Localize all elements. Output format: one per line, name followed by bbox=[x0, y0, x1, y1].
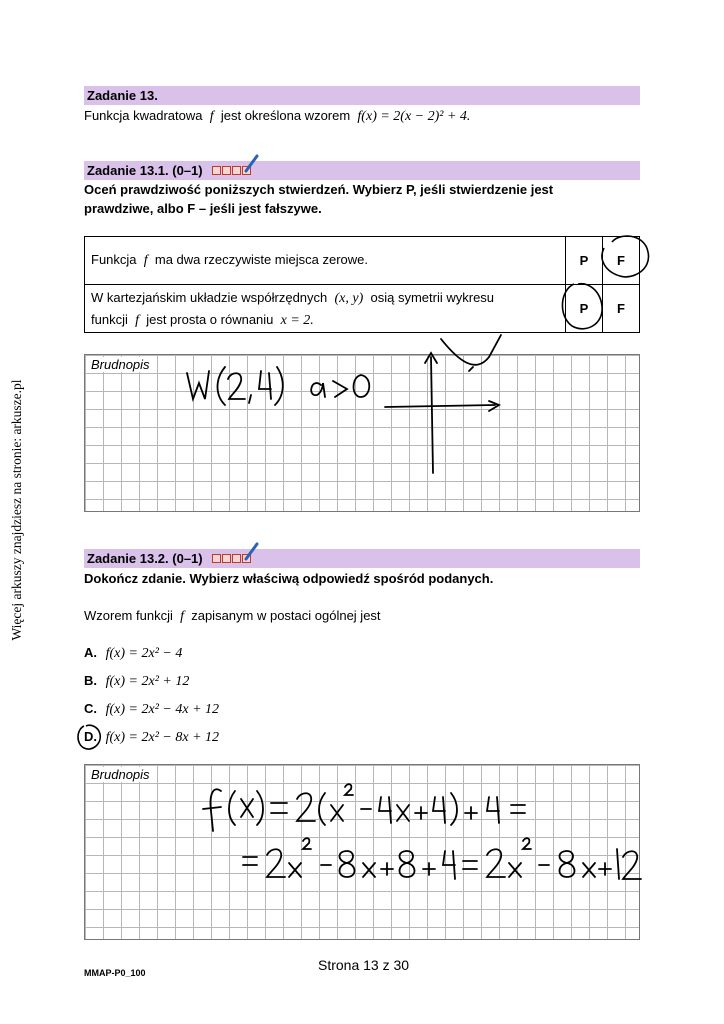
task-13-header bbox=[84, 86, 640, 105]
option-b-letter: B. bbox=[84, 673, 97, 688]
pencil-icon bbox=[243, 542, 259, 562]
stem-text-a: Wzorem funkcji bbox=[84, 608, 173, 623]
scratch-grid-2 bbox=[84, 764, 640, 940]
answer-circle-d bbox=[74, 722, 108, 752]
option-c[interactable] bbox=[84, 701, 219, 718]
statement-2-text-c: funkcji bbox=[91, 311, 128, 327]
option-b-formula: f(x) = 2x² + 12 bbox=[105, 674, 190, 689]
statement-2-text-b: osią symetrii wykresu bbox=[370, 289, 495, 305]
option-a[interactable] bbox=[84, 645, 182, 662]
task-13-2-instruction: Dokończ zdanie. Wybierz właściwą odpowiedź spośród podanych. bbox=[84, 571, 494, 586]
function-formula: f(x) = 2(x − 2)² + 4. bbox=[357, 109, 471, 124]
statement-2 bbox=[85, 285, 566, 333]
function-symbol: f bbox=[135, 312, 139, 328]
function-symbol: f bbox=[143, 253, 148, 268]
scratch-sketch-2 bbox=[85, 765, 639, 939]
intro-text-b: jest określona wzorem bbox=[220, 108, 351, 123]
function-symbol: f bbox=[180, 609, 184, 624]
option-p-1[interactable]: P bbox=[566, 237, 603, 285]
exam-code: MMAP-P0_100 bbox=[84, 968, 146, 978]
option-a-formula: f(x) = 2x² − 4 bbox=[105, 646, 183, 661]
side-watermark-text: Więcej arkuszy znajdziesz na stronie: arkusze.pl bbox=[9, 379, 24, 641]
equation-symbol: x = 2. bbox=[280, 312, 314, 328]
statement-2-text-d: jest prosta o równaniu bbox=[146, 311, 274, 327]
scratch-grid-1 bbox=[84, 354, 640, 512]
scratch-label-2: Brudnopis bbox=[91, 767, 150, 782]
statement-1-text-b: ma dwa rzeczywiste miejsca zerowe. bbox=[154, 252, 369, 267]
option-c-formula: f(x) = 2x² − 4x + 12 bbox=[105, 702, 220, 717]
scratch-label-1: Brudnopis bbox=[91, 357, 150, 372]
option-a-letter: A. bbox=[84, 645, 97, 660]
statement-1 bbox=[85, 237, 566, 285]
task-13-2-header bbox=[84, 549, 640, 568]
stem-text-b: zapisanym w postaci ogólnej jest bbox=[191, 608, 381, 623]
task-13-title: Zadanie 13. bbox=[87, 88, 158, 103]
task-13-2-title: Zadanie 13.2. (0–1) bbox=[87, 551, 203, 566]
option-p-2[interactable]: P bbox=[566, 285, 603, 333]
task-13-intro bbox=[84, 108, 470, 125]
option-b[interactable] bbox=[84, 673, 189, 690]
task-13-2-stem bbox=[84, 608, 381, 625]
option-d-letter: D. bbox=[84, 729, 97, 744]
side-watermark bbox=[6, 360, 28, 660]
option-c-letter: C. bbox=[84, 701, 97, 716]
option-f-2[interactable]: F bbox=[603, 285, 640, 333]
scratch-sketch-1 bbox=[85, 355, 639, 511]
option-f-1[interactable]: F bbox=[603, 237, 640, 285]
function-symbol: f bbox=[209, 109, 214, 124]
pencil-icon bbox=[243, 154, 259, 174]
page-number: Strona 13 z 30 bbox=[318, 957, 410, 973]
statement-2-text-a: W kartezjańskim układzie współrzędnych bbox=[91, 289, 328, 305]
coords-symbol: (x, y) bbox=[334, 290, 364, 306]
task-13-1-instruction-2: prawdziwe, albo F – jeśli jest fałszywe. bbox=[84, 201, 322, 216]
answer-circle-p bbox=[554, 278, 614, 338]
statement-1-text-a: Funkcja bbox=[91, 252, 137, 267]
intro-text-a: Funkcja kwadratowa bbox=[84, 108, 203, 123]
task-13-1-instruction-1: Oceń prawdziwość poniższych stwierdzeń. Wybierz P, jeśli stwierdzenie jest bbox=[84, 182, 554, 197]
task-13-1-header bbox=[84, 161, 640, 180]
task-13-1-title: Zadanie 13.1. (0–1) bbox=[87, 163, 203, 178]
option-d-formula: f(x) = 2x² − 8x + 12 bbox=[105, 730, 220, 745]
